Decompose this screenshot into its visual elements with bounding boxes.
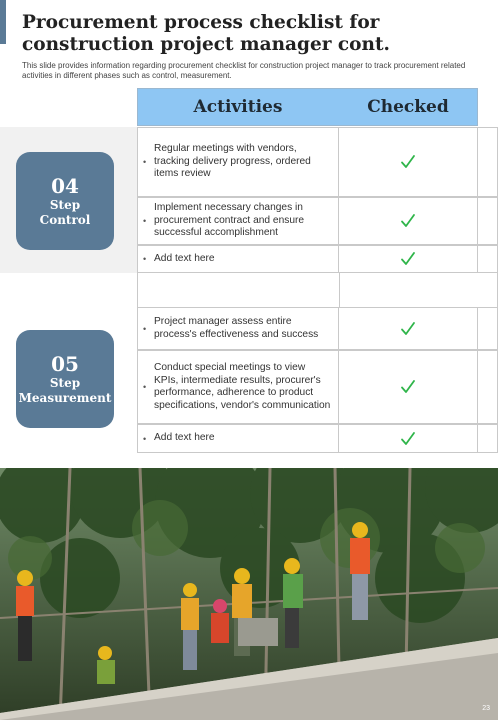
- activity-cell: [138, 246, 339, 272]
- step-label: Step: [49, 198, 81, 212]
- check-icon: [400, 154, 416, 170]
- page-subtitle: This slide provides information regarding procurement checklist for construction project manager to track procurement related activities in different phases such as control, measurement.: [22, 61, 466, 80]
- check-icon: [400, 321, 416, 337]
- checked-cell: [339, 128, 477, 196]
- bullet-icon: •: [143, 216, 147, 226]
- step-number: 05: [51, 352, 79, 376]
- row-tail: [478, 197, 498, 245]
- bullet-icon: •: [143, 433, 147, 444]
- row-tail: [478, 307, 498, 350]
- row-tail: [478, 127, 498, 197]
- check-icon: [400, 251, 416, 267]
- activity-text: Regular meetings with vendors, tracking delivery progress, ordered items review: [154, 143, 311, 180]
- checked-cell: [339, 351, 477, 423]
- table-row: [137, 424, 478, 453]
- table-row: [137, 197, 478, 245]
- page-number: 23: [482, 705, 490, 712]
- row-tail: [478, 424, 498, 453]
- construction-workers-photo: [0, 468, 498, 720]
- activity-text: Add text here: [154, 252, 215, 264]
- bullet-icon: •: [143, 157, 147, 167]
- page-title: Procurement process checklist for construction project manager cont.: [22, 12, 390, 55]
- table-header: [137, 88, 478, 126]
- checked-cell: [339, 198, 477, 244]
- step-number: 04: [51, 174, 79, 198]
- step-label: Step: [49, 376, 81, 390]
- activity-cell: [138, 308, 339, 349]
- step-04-card: [16, 152, 114, 250]
- title-accent-bar: [0, 0, 6, 44]
- checked-cell: [339, 425, 477, 452]
- bullet-icon: •: [143, 323, 147, 334]
- row-tail: [478, 245, 498, 273]
- step-05-card: [16, 330, 114, 428]
- column-header-activities: Activities: [193, 97, 283, 117]
- activity-cell: [138, 425, 339, 452]
- step-name: Control: [39, 213, 91, 227]
- activity-text: Conduct special meetings to view KPIs, intermediate results, procurer's performance, adherence to product specifications, vendor's communication: [154, 362, 331, 411]
- bullet-icon: •: [143, 382, 147, 392]
- table-spacer: [137, 273, 498, 307]
- checked-cell: [339, 246, 477, 272]
- row-tail: [478, 350, 498, 424]
- activity-cell: [138, 351, 339, 423]
- check-icon: [400, 431, 416, 447]
- checked-cell: [339, 308, 477, 349]
- photo-illustration: [0, 468, 498, 720]
- column-header-checked: Checked: [367, 97, 449, 117]
- activity-cell: [138, 198, 339, 244]
- activity-text: Project manager assess entire process's effectiveness and success: [154, 316, 319, 340]
- table-row: [137, 127, 478, 197]
- activity-cell: [138, 128, 339, 196]
- check-icon: [400, 213, 416, 229]
- activity-text: Implement necessary changes in procurement contract and ensure successful accomplishment: [154, 202, 305, 239]
- table-row: [137, 307, 478, 350]
- activity-text: Add text here: [154, 432, 215, 444]
- table-row: [137, 245, 478, 273]
- step-name: Measurement: [18, 391, 112, 405]
- bullet-icon: •: [143, 254, 147, 264]
- table-row: [137, 350, 478, 424]
- check-icon: [400, 379, 416, 395]
